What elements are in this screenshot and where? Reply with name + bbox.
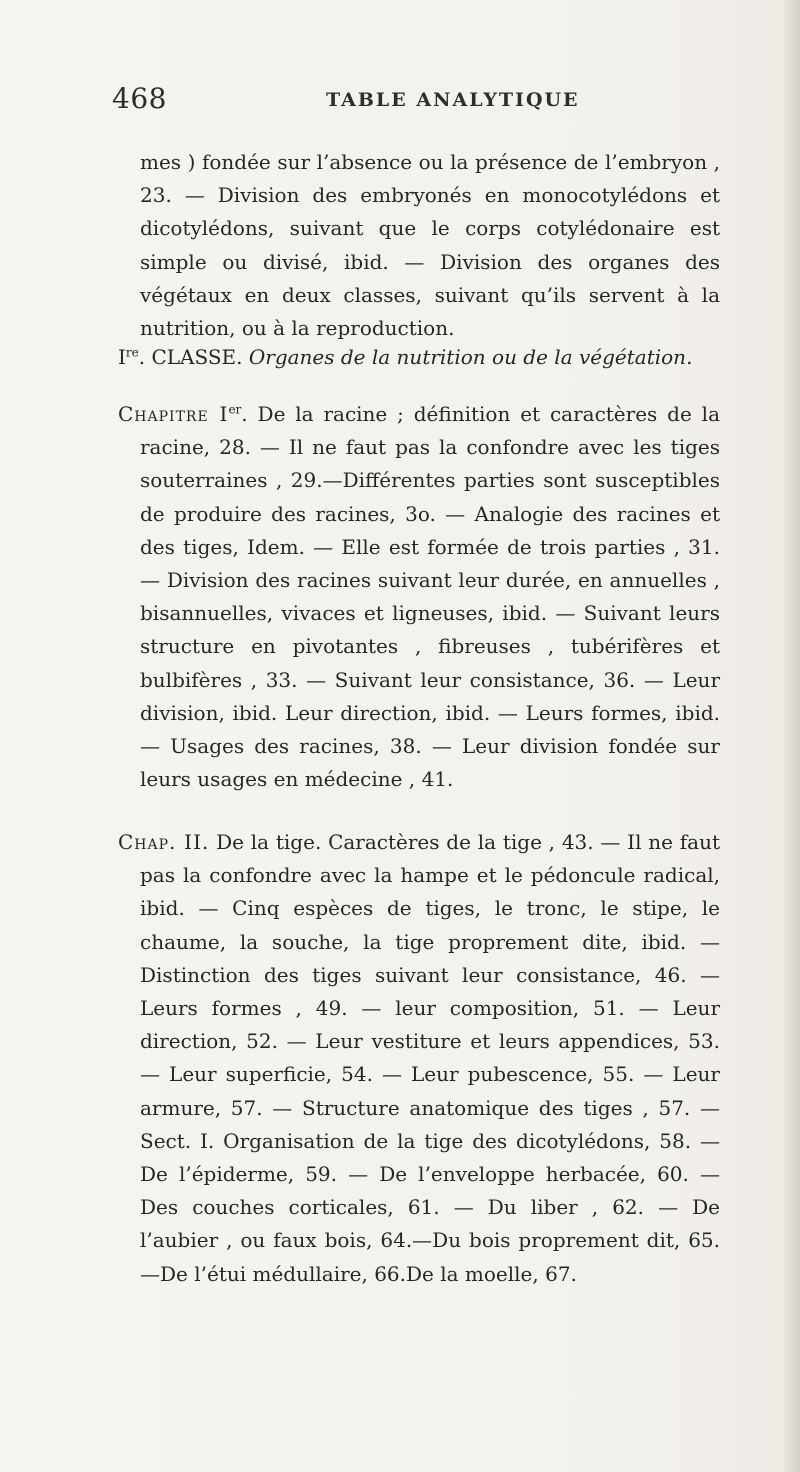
section-label-sup: re [125, 345, 139, 360]
chapter-1-label-tail: . [241, 402, 248, 426]
chapter-1-text-wrap [118, 398, 720, 796]
intro-text: mes ) fondée sur l’absence ou la présence de l’embryon , 23. — Division des embryonés en monocotylédons et dicotylédons, suivant que le corps cotylédonaire est simple ou divisé, ibid. — Division des organes des végétaux en deux classes, suivant qu’ils servent à la nutrition, ou à la reproduction. [140, 150, 720, 341]
section-title: Organes de la nutrition ou de la végétation. [248, 345, 693, 369]
chapter-2-paragraph [118, 826, 720, 1291]
page-number: 468 [112, 82, 167, 115]
page-header [112, 82, 732, 120]
chapter-1-paragraph [118, 398, 720, 796]
chapter-1-label-sup: er [228, 402, 242, 417]
chapter-2-label: Chap. II. [118, 830, 210, 854]
section-label: I [118, 345, 126, 369]
chapter-1-label: Chapitre I [118, 402, 229, 426]
section-label-tail: . CLASSE. [138, 345, 243, 369]
running-title: TABLE ANALYTIQUE [326, 89, 580, 111]
chapter-2-text-wrap [118, 826, 720, 1291]
page-edge-shadow [782, 0, 800, 1472]
intro-paragraph [118, 146, 720, 345]
section-heading [118, 340, 720, 374]
chapter-1-text: De la racine ; définition et caractères de la racine, 28. — Il ne faut pas la confondre avec les tiges souterraines , 29.—Différentes parties sont susceptibles de produire des racines, 3o. — Analogie des racines et des tiges, Idem. — Elle est formée de trois parties , 31. — Division des racines suivant leur durée, en annuelles , bisannuelles, vivaces et ligneuses, ibid. — Suivant leurs structure en pivotantes , fibreuses , tubérifères et bulbifères , 33. — Suivant leur consistance, 36. — Leur division, ibid. Leur direction, ibid. — Leurs formes, ibid. — Usages des racines, 38. — Leur division fondée sur leurs usages en médecine , 41. [140, 402, 721, 792]
chapter-2-text: De la tige. Caractères de la tige , 43. — Il ne faut pas la confondre avec la hampe et le pédoncule radical, ibid. — Cinq espèces de tiges, le tronc, le stipe, le chaume, la souche, la tige proprement dite, ibid. — Distinction des tiges suivant leur consistance, 46. — Leurs formes , 49. — leur composition, 51. — Leur direction, 52. — Leur vestiture et leurs appendices, 53. — Leur superficie, 54. — Leur pubescence, 55. — Leur armure, 57. — Structure anatomique des tiges , 57. — Sect. I. Organisation de la tige des dicotylédons, 58. — De l’épiderme, 59. — De l’enveloppe herbacée, 60. — Des couches corticales, 61. — Du liber , 62. — De l’aubier , ou faux bois, 64.—Du bois proprement dit, 65.—De l’étui médullaire, 66.De la moelle, 67. [140, 830, 720, 1286]
